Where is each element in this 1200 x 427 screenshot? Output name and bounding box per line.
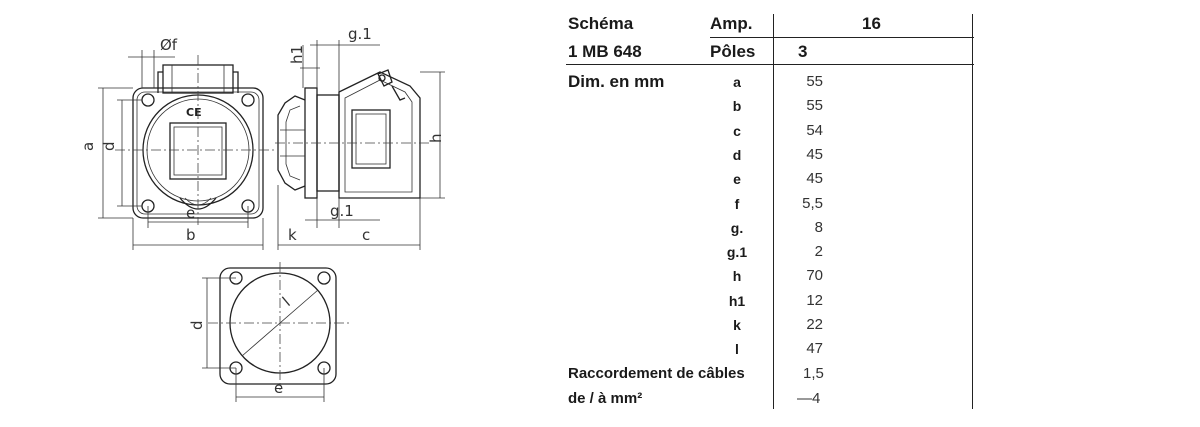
ce-mark: CE — [186, 106, 202, 119]
dimension-value: 12 — [806, 292, 823, 309]
dimension-value: 45 — [806, 146, 823, 163]
dimension-value: 5,5 — [802, 195, 823, 212]
dimension-key: k — [733, 317, 741, 333]
front-view — [79, 36, 275, 250]
dim-label-d: d — [100, 141, 118, 151]
dim-label-e: e — [186, 204, 196, 222]
cable-value-line2: —4 — [797, 390, 821, 407]
dim-label-l: l — [278, 293, 294, 310]
dimension-key: h1 — [728, 293, 746, 309]
dim-label-h1: h1 — [288, 44, 306, 64]
dimension-key: l — [735, 341, 739, 357]
dim-label-d-bottom: d — [188, 320, 206, 330]
dimension-value: 22 — [806, 316, 823, 333]
dimension-key: a — [733, 74, 741, 90]
dim-label-c: c — [362, 226, 371, 244]
dim-label-a: a — [79, 141, 97, 151]
cutout-view — [188, 262, 350, 402]
dimension-key: e — [733, 171, 741, 187]
dimension-key: h — [732, 268, 742, 284]
cable-label-line1: Raccordement de câbles — [568, 365, 745, 382]
side-view — [275, 25, 445, 250]
dim-label-e-bottom: e — [274, 379, 284, 397]
cable-value-line1: 1,5 — [803, 365, 824, 382]
dimension-value: 47 — [806, 340, 823, 357]
header-bottom-rule — [566, 64, 974, 65]
dimension-key: g.1 — [726, 244, 748, 260]
dimension-value: 2 — [814, 243, 823, 260]
table-right-border — [972, 14, 973, 409]
dimension-value: 54 — [806, 122, 823, 139]
poles-label: Pôles — [710, 42, 756, 61]
dimension-value: 45 — [806, 170, 823, 187]
header-divider — [710, 37, 974, 38]
dimension-key: b — [732, 98, 742, 114]
dim-label-phi-f: Øf — [160, 36, 178, 54]
dimension-key: f — [734, 196, 740, 212]
dimension-key: g. — [730, 220, 744, 236]
amp-label: Amp. — [710, 14, 753, 33]
dim-label-g1-bottom: g.1 — [330, 202, 354, 220]
cable-label-line2: de / à mm² — [568, 390, 643, 407]
dim-label-k: k — [288, 226, 297, 244]
dimension-value: 55 — [806, 97, 823, 114]
amp-value: 16 — [862, 14, 881, 33]
technical-drawing — [0, 0, 560, 427]
dim-label-h: h — [427, 133, 445, 143]
dimension-value: 8 — [814, 219, 823, 236]
dimension-value: 70 — [806, 267, 823, 284]
poles-value: 3 — [798, 42, 808, 61]
schema-label: Schéma — [568, 14, 634, 33]
ref-number: 1 MB 648 — [568, 42, 642, 61]
dimension-value: 55 — [806, 73, 823, 90]
dim-label-b: b — [186, 226, 196, 244]
dimension-key: c — [733, 123, 741, 139]
dimension-key: d — [732, 147, 742, 163]
dims-label: Dim. en mm — [568, 72, 665, 91]
dim-label-g1-top: g.1 — [348, 25, 372, 43]
